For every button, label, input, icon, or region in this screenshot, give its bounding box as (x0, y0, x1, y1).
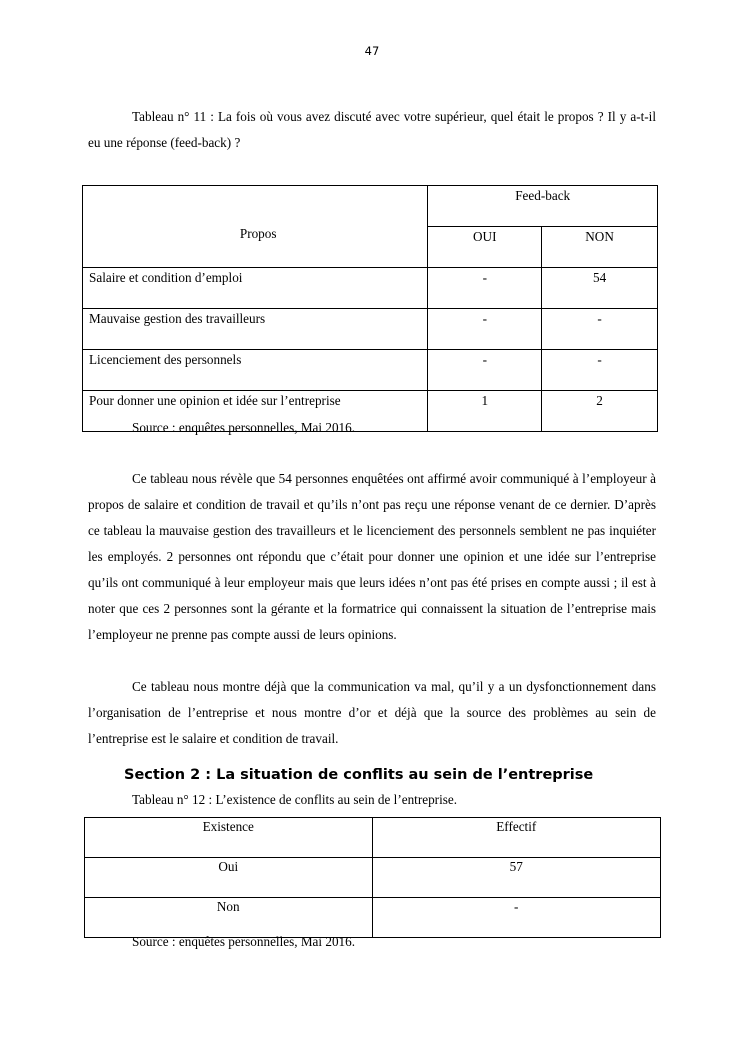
cell-effectif: 57 (372, 858, 661, 898)
table-12-source: Source : enquêtes personnelles, Mai 2016. (132, 934, 356, 949)
table-11 (82, 185, 658, 432)
analysis-paragraph-2: Ce tableau nous montre déjà que la communication va mal, qu’il y a un dysfonctionnement dans l’organisation de l’entreprise et nous montre d’or et déjà que la source des problèmes au sein de l’entreprise est le salaire et condition de travail. (88, 679, 656, 746)
page-number: 47 (364, 44, 380, 58)
cell-propos: Salaire et condition d’emploi (83, 268, 428, 309)
cell-non: - (542, 350, 658, 391)
cell-existence: Non (85, 898, 373, 938)
table-row (83, 309, 658, 350)
cell-non: 2 (542, 391, 658, 432)
cell-existence: Oui (85, 858, 373, 898)
table-row (85, 858, 661, 898)
cell-propos: Pour donner une opinion et idée sur l’entreprise (83, 391, 428, 432)
cell-oui: 1 (428, 391, 542, 432)
analysis-paragraph-1: Ce tableau nous révèle que 54 personnes enquêtées ont affirmé avoir communiqué à l’employeur à propos de salaire et condition de travail et qu’ils n’ont pas reçu une réponse venant de ce dernier. D’après ce tableau la mauvaise gestion des travailleurs et le licenciement des personnels semblent ne pas inquiéter les employés. 2 personnes ont répondu que c’était pour donner une opinion et une idée sur l’entreprise qu’ils ont communiqué à leur employeur mais que leurs idées n’ont pas été prises en compte aussi ; il est à noter que ces 2 personnes sont la gérante et la formatrice qui connaissent la situation de l’entreprise mais l’employeur ne prenne pas compte aussi de leurs opinions. (88, 471, 656, 642)
cell-oui: - (428, 350, 542, 391)
table-row (85, 898, 661, 938)
cell-propos: Mauvaise gestion des travailleurs (83, 309, 428, 350)
cell-oui: - (428, 309, 542, 350)
header-oui: OUI (428, 227, 542, 268)
cell-non: - (542, 309, 658, 350)
header-propos: Propos (83, 186, 428, 268)
header-non: NON (542, 227, 658, 268)
table-11-source: Source : enquêtes personnelles, Mai 2016. (132, 420, 356, 435)
section-title: Section 2 : La situation de conflits au sein de l’entreprise (124, 767, 594, 783)
table-row (83, 268, 658, 309)
header-feedback: Feed-back (428, 186, 658, 227)
cell-propos: Licenciement des personnels (83, 350, 428, 391)
cell-non: 54 (542, 268, 658, 309)
table-12 (84, 817, 661, 938)
header-existence: Existence (85, 818, 373, 858)
cell-effectif: - (372, 898, 661, 938)
table-11-caption: Tableau n° 11 : La fois où vous avez discuté avec votre supérieur, quel était le propos ? Il y a-t-il eu une réponse (feed-back) ? (88, 109, 656, 150)
cell-oui: - (428, 268, 542, 309)
table-12-caption: Tableau n° 12 : L’existence de conflits au sein de l’entreprise. (132, 792, 458, 807)
table-row (83, 350, 658, 391)
header-effectif: Effectif (372, 818, 661, 858)
table-header-row (83, 186, 658, 227)
table-header-row (85, 818, 661, 858)
